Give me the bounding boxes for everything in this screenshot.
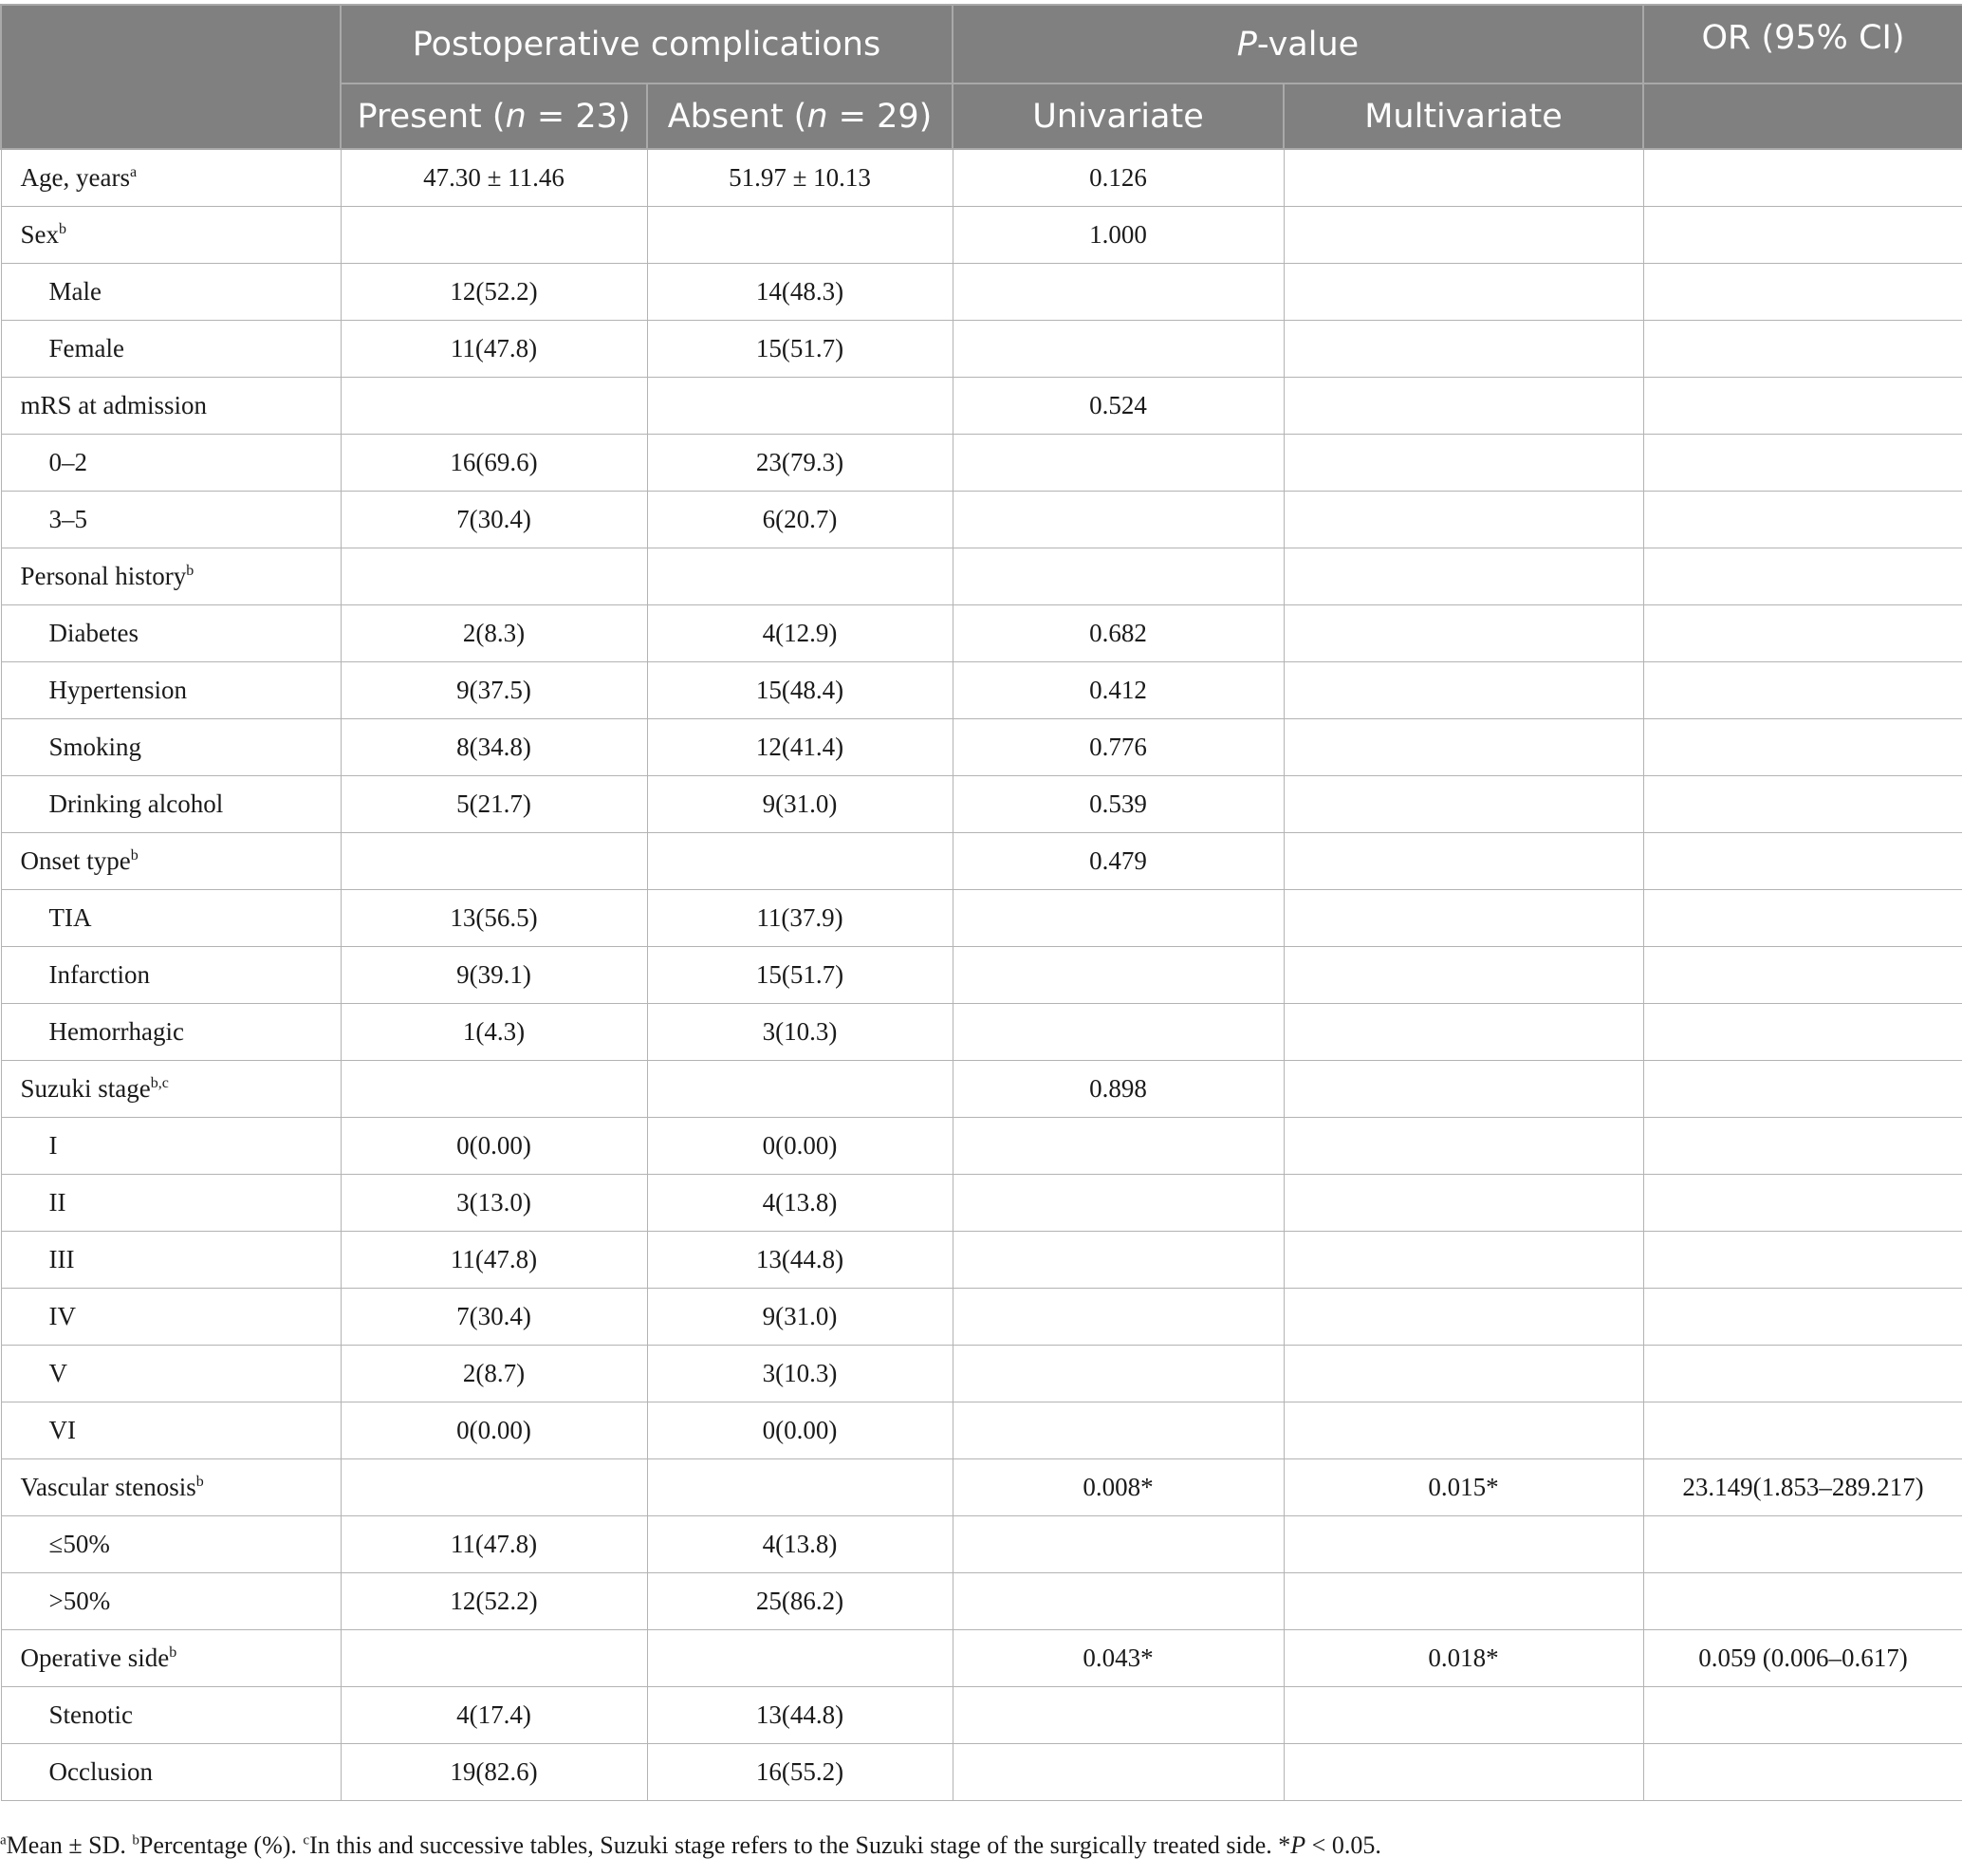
multivariate-cell [1284,492,1643,548]
row-label-text: IV [48,1302,76,1330]
pvalue-p-italic: P [1236,25,1257,64]
row-label-text: VI [48,1416,76,1444]
header-postoperative-complications: Postoperative complications [341,5,953,84]
present-cell [341,548,647,605]
footnote-marker: b [130,847,139,864]
row-label [1,492,341,548]
multivariate-cell: 0.015* [1284,1459,1643,1516]
present-cell: 16(69.6) [341,435,647,492]
row-label [1,605,341,662]
row-label [1,833,341,890]
results-table [0,4,1962,1801]
footnote-marker: b [186,563,194,579]
or-cell [1643,662,1962,719]
present-cell: 7(30.4) [341,1289,647,1346]
multivariate-cell [1284,548,1643,605]
present-cell: 9(39.1) [341,947,647,1004]
univariate-cell: 0.524 [953,378,1284,435]
row-label-text: Onset type [20,846,131,875]
row-label-text: Stenotic [48,1700,133,1729]
row-label-text: Operative side [20,1644,170,1672]
or-cell [1643,1402,1962,1459]
or-cell [1643,321,1962,378]
footnote-text: Mean ± SD. [6,1831,133,1859]
multivariate-cell [1284,321,1643,378]
table-row [1,776,1962,833]
header-empty-cell [1,5,341,149]
multivariate-cell [1284,890,1643,947]
multivariate-cell [1284,1175,1643,1232]
row-label-text: III [48,1245,75,1273]
row-label-text: ≤50% [48,1530,110,1558]
table-row [1,833,1962,890]
row-label [1,890,341,947]
table-row [1,1118,1962,1175]
univariate-cell: 0.776 [953,719,1284,776]
footnote-marker: a [129,164,138,180]
absent-cell: 15(48.4) [647,662,953,719]
present-cell [341,1459,647,1516]
header-or: OR (95% CI) [1643,5,1962,84]
table-row [1,435,1962,492]
row-label [1,1346,341,1402]
univariate-cell: 0.479 [953,833,1284,890]
absent-cell [647,378,953,435]
row-label [1,435,341,492]
table-row [1,1004,1962,1061]
footnote-marker: b,c [150,1075,169,1091]
univariate-cell [953,1346,1284,1402]
multivariate-cell [1284,435,1643,492]
univariate-cell [953,264,1284,321]
present-cell: 2(8.3) [341,605,647,662]
row-label-text: V [48,1359,67,1387]
row-label-text: 3–5 [48,505,87,533]
absent-cell: 0(0.00) [647,1402,953,1459]
table-row [1,548,1962,605]
table-row [1,662,1962,719]
multivariate-cell [1284,1402,1643,1459]
multivariate-cell [1284,378,1643,435]
or-cell [1643,1687,1962,1744]
present-cell: 0(0.00) [341,1402,647,1459]
absent-cell: 23(79.3) [647,435,953,492]
multivariate-cell [1284,776,1643,833]
absent-cell: 16(55.2) [647,1744,953,1801]
present-cell: 12(52.2) [341,264,647,321]
present-cell: 19(82.6) [341,1744,647,1801]
present-cell [341,207,647,264]
or-cell [1643,1232,1962,1289]
row-label-text: Suzuki stage [20,1074,151,1103]
absent-cell [647,1061,953,1118]
univariate-cell [953,1289,1284,1346]
or-cell [1643,1175,1962,1232]
row-label-text: Vascular stenosis [20,1473,196,1501]
table-row [1,1402,1962,1459]
univariate-cell [953,1004,1284,1061]
row-label [1,1232,341,1289]
present-cell: 11(47.8) [341,321,647,378]
row-label [1,1118,341,1175]
table-row [1,605,1962,662]
row-label-text: Diabetes [48,619,139,647]
table-row [1,719,1962,776]
multivariate-cell [1284,1346,1643,1402]
footnote-marker: c [303,1832,310,1848]
table-row [1,207,1962,264]
or-cell [1643,149,1962,207]
header-univariate: Univariate [953,84,1284,149]
or-cell [1643,378,1962,435]
absent-cell [647,1630,953,1687]
or-cell [1643,548,1962,605]
univariate-cell [953,1118,1284,1175]
absent-cell: 3(10.3) [647,1004,953,1061]
row-label [1,1459,341,1516]
row-label [1,1402,341,1459]
row-label-text: Age, years [20,163,130,192]
header-multivariate: Multivariate [1284,84,1643,149]
header-absent: Absent (n = 29) [647,84,953,149]
row-label [1,548,341,605]
multivariate-cell [1284,1004,1643,1061]
univariate-cell [953,1232,1284,1289]
table-row [1,1346,1962,1402]
table-row [1,321,1962,378]
univariate-cell [953,321,1284,378]
or-cell [1643,1744,1962,1801]
univariate-cell [953,1516,1284,1573]
row-label-text: Sex [20,220,59,249]
present-cell: 3(13.0) [341,1175,647,1232]
header-or-continued [1643,84,1962,149]
or-cell: 0.059 (0.006–0.617) [1643,1630,1962,1687]
multivariate-cell [1284,207,1643,264]
absent-cell: 11(37.9) [647,890,953,947]
table-row [1,264,1962,321]
absent-cell: 15(51.7) [647,947,953,1004]
table-row [1,1061,1962,1118]
univariate-cell: 0.682 [953,605,1284,662]
row-label [1,719,341,776]
row-label [1,321,341,378]
row-label [1,1175,341,1232]
or-cell [1643,435,1962,492]
row-label [1,1289,341,1346]
table-row [1,378,1962,435]
univariate-cell: 0.539 [953,776,1284,833]
absent-cell [647,833,953,890]
row-label [1,378,341,435]
absent-cell: 4(13.8) [647,1175,953,1232]
multivariate-cell [1284,605,1643,662]
univariate-cell: 0.126 [953,149,1284,207]
row-label-text: Hemorrhagic [48,1017,184,1046]
univariate-cell: 0.008* [953,1459,1284,1516]
present-cell: 1(4.3) [341,1004,647,1061]
absent-cell: 13(44.8) [647,1687,953,1744]
or-cell [1643,719,1962,776]
present-cell: 9(37.5) [341,662,647,719]
row-label [1,1516,341,1573]
present-cell [341,833,647,890]
absent-cell: 9(31.0) [647,1289,953,1346]
row-label-text: Drinking alcohol [48,789,224,818]
absent-cell: 25(86.2) [647,1573,953,1630]
present-cell: 8(34.8) [341,719,647,776]
present-cell: 47.30 ± 11.46 [341,149,647,207]
row-label [1,1573,341,1630]
present-cell [341,1630,647,1687]
present-cell: 7(30.4) [341,492,647,548]
univariate-cell [953,947,1284,1004]
multivariate-cell [1284,719,1643,776]
absent-cell [647,548,953,605]
or-cell [1643,1289,1962,1346]
multivariate-cell [1284,1573,1643,1630]
or-cell [1643,207,1962,264]
or-cell [1643,1061,1962,1118]
table-row [1,1232,1962,1289]
or-cell [1643,1516,1962,1573]
row-label-text: I [48,1131,58,1160]
multivariate-cell [1284,947,1643,1004]
multivariate-cell [1284,264,1643,321]
multivariate-cell [1284,1289,1643,1346]
univariate-cell: 0.043* [953,1630,1284,1687]
row-label [1,149,341,207]
absent-cell: 3(10.3) [647,1346,953,1402]
or-cell: 23.149(1.853–289.217) [1643,1459,1962,1516]
univariate-cell [953,1744,1284,1801]
row-label-text: >50% [48,1587,111,1615]
table-row [1,149,1962,207]
univariate-cell: 1.000 [953,207,1284,264]
multivariate-cell [1284,149,1643,207]
row-label [1,1630,341,1687]
header-present: Present (n = 23) [341,84,647,149]
present-cell: 12(52.2) [341,1573,647,1630]
table-row [1,1459,1962,1516]
absent-cell: 6(20.7) [647,492,953,548]
absent-cell: 12(41.4) [647,719,953,776]
univariate-cell [953,435,1284,492]
footnote-text: Percentage (%). [139,1831,304,1859]
absent-cell: 4(13.8) [647,1516,953,1573]
row-label-text: Infarction [48,960,150,989]
present-cell [341,378,647,435]
or-cell [1643,1118,1962,1175]
row-label [1,776,341,833]
multivariate-cell [1284,1118,1643,1175]
present-cell: 11(47.8) [341,1232,647,1289]
table-row [1,1289,1962,1346]
or-cell [1643,1346,1962,1402]
present-cell: 2(8.7) [341,1346,647,1402]
univariate-cell [953,890,1284,947]
row-label-text: mRS at admission [20,391,208,419]
multivariate-cell [1284,1232,1643,1289]
row-label-text: Female [48,334,124,362]
present-cell [341,1061,647,1118]
row-label-text: 0–2 [48,448,87,476]
row-label [1,1687,341,1744]
row-label [1,1744,341,1801]
multivariate-cell [1284,662,1643,719]
present-cell: 0(0.00) [341,1118,647,1175]
univariate-cell [953,1687,1284,1744]
or-cell [1643,605,1962,662]
table-row [1,947,1962,1004]
multivariate-cell [1284,1687,1643,1744]
footnote-marker: b [169,1644,177,1661]
absent-cell [647,207,953,264]
footnote-marker: b [195,1474,204,1490]
row-label-text: Male [48,277,102,306]
row-label-text: Smoking [48,733,142,761]
or-cell [1643,492,1962,548]
absent-cell: 51.97 ± 10.13 [647,149,953,207]
table-row [1,890,1962,947]
univariate-cell [953,548,1284,605]
present-cell: 13(56.5) [341,890,647,947]
row-label-text: Occlusion [48,1757,153,1786]
header-pvalue [953,5,1643,84]
row-label-text: TIA [48,903,92,932]
table-row [1,1175,1962,1232]
or-cell [1643,1573,1962,1630]
univariate-cell [953,1402,1284,1459]
table-row [1,1687,1962,1744]
absent-cell: 4(12.9) [647,605,953,662]
table-row [1,492,1962,548]
multivariate-cell: 0.018* [1284,1630,1643,1687]
univariate-cell [953,492,1284,548]
table-footnote [0,1831,1381,1860]
multivariate-cell [1284,833,1643,890]
present-cell: 5(21.7) [341,776,647,833]
or-cell [1643,947,1962,1004]
table-header [1,5,1962,149]
absent-cell: 13(44.8) [647,1232,953,1289]
absent-cell: 0(0.00) [647,1118,953,1175]
pvalue-label-rest: -value [1256,25,1360,64]
row-label [1,1061,341,1118]
footnote-marker: b [132,1832,139,1848]
footnote-italic: P [1290,1831,1306,1859]
univariate-cell [953,1573,1284,1630]
or-cell [1643,833,1962,890]
absent-cell: 15(51.7) [647,321,953,378]
absent-cell: 14(48.3) [647,264,953,321]
table-row [1,1516,1962,1573]
footnote-text: < 0.05. [1305,1831,1381,1859]
row-label-text: II [48,1188,66,1217]
table-row [1,1630,1962,1687]
absent-cell: 9(31.0) [647,776,953,833]
row-label-text: Hypertension [48,676,187,704]
table-row [1,1744,1962,1801]
footnote-marker: b [59,221,66,237]
row-label [1,947,341,1004]
univariate-cell: 0.898 [953,1061,1284,1118]
multivariate-cell [1284,1061,1643,1118]
present-cell: 11(47.8) [341,1516,647,1573]
footnote-text: In this and successive tables, Suzuki stage refers to the Suzuki stage of the surgically treated side. * [309,1831,1291,1859]
or-cell [1643,776,1962,833]
multivariate-cell [1284,1744,1643,1801]
multivariate-cell [1284,1516,1643,1573]
row-label [1,207,341,264]
footnote-marker: a [0,1832,7,1848]
or-cell [1643,1004,1962,1061]
univariate-cell [953,1175,1284,1232]
table-body [1,149,1962,1801]
univariate-cell: 0.412 [953,662,1284,719]
row-label [1,264,341,321]
or-cell [1643,264,1962,321]
row-label-text: Personal history [20,562,187,590]
row-label [1,1004,341,1061]
absent-cell [647,1459,953,1516]
row-label [1,662,341,719]
or-cell [1643,890,1962,947]
present-cell: 4(17.4) [341,1687,647,1744]
table-row [1,1573,1962,1630]
